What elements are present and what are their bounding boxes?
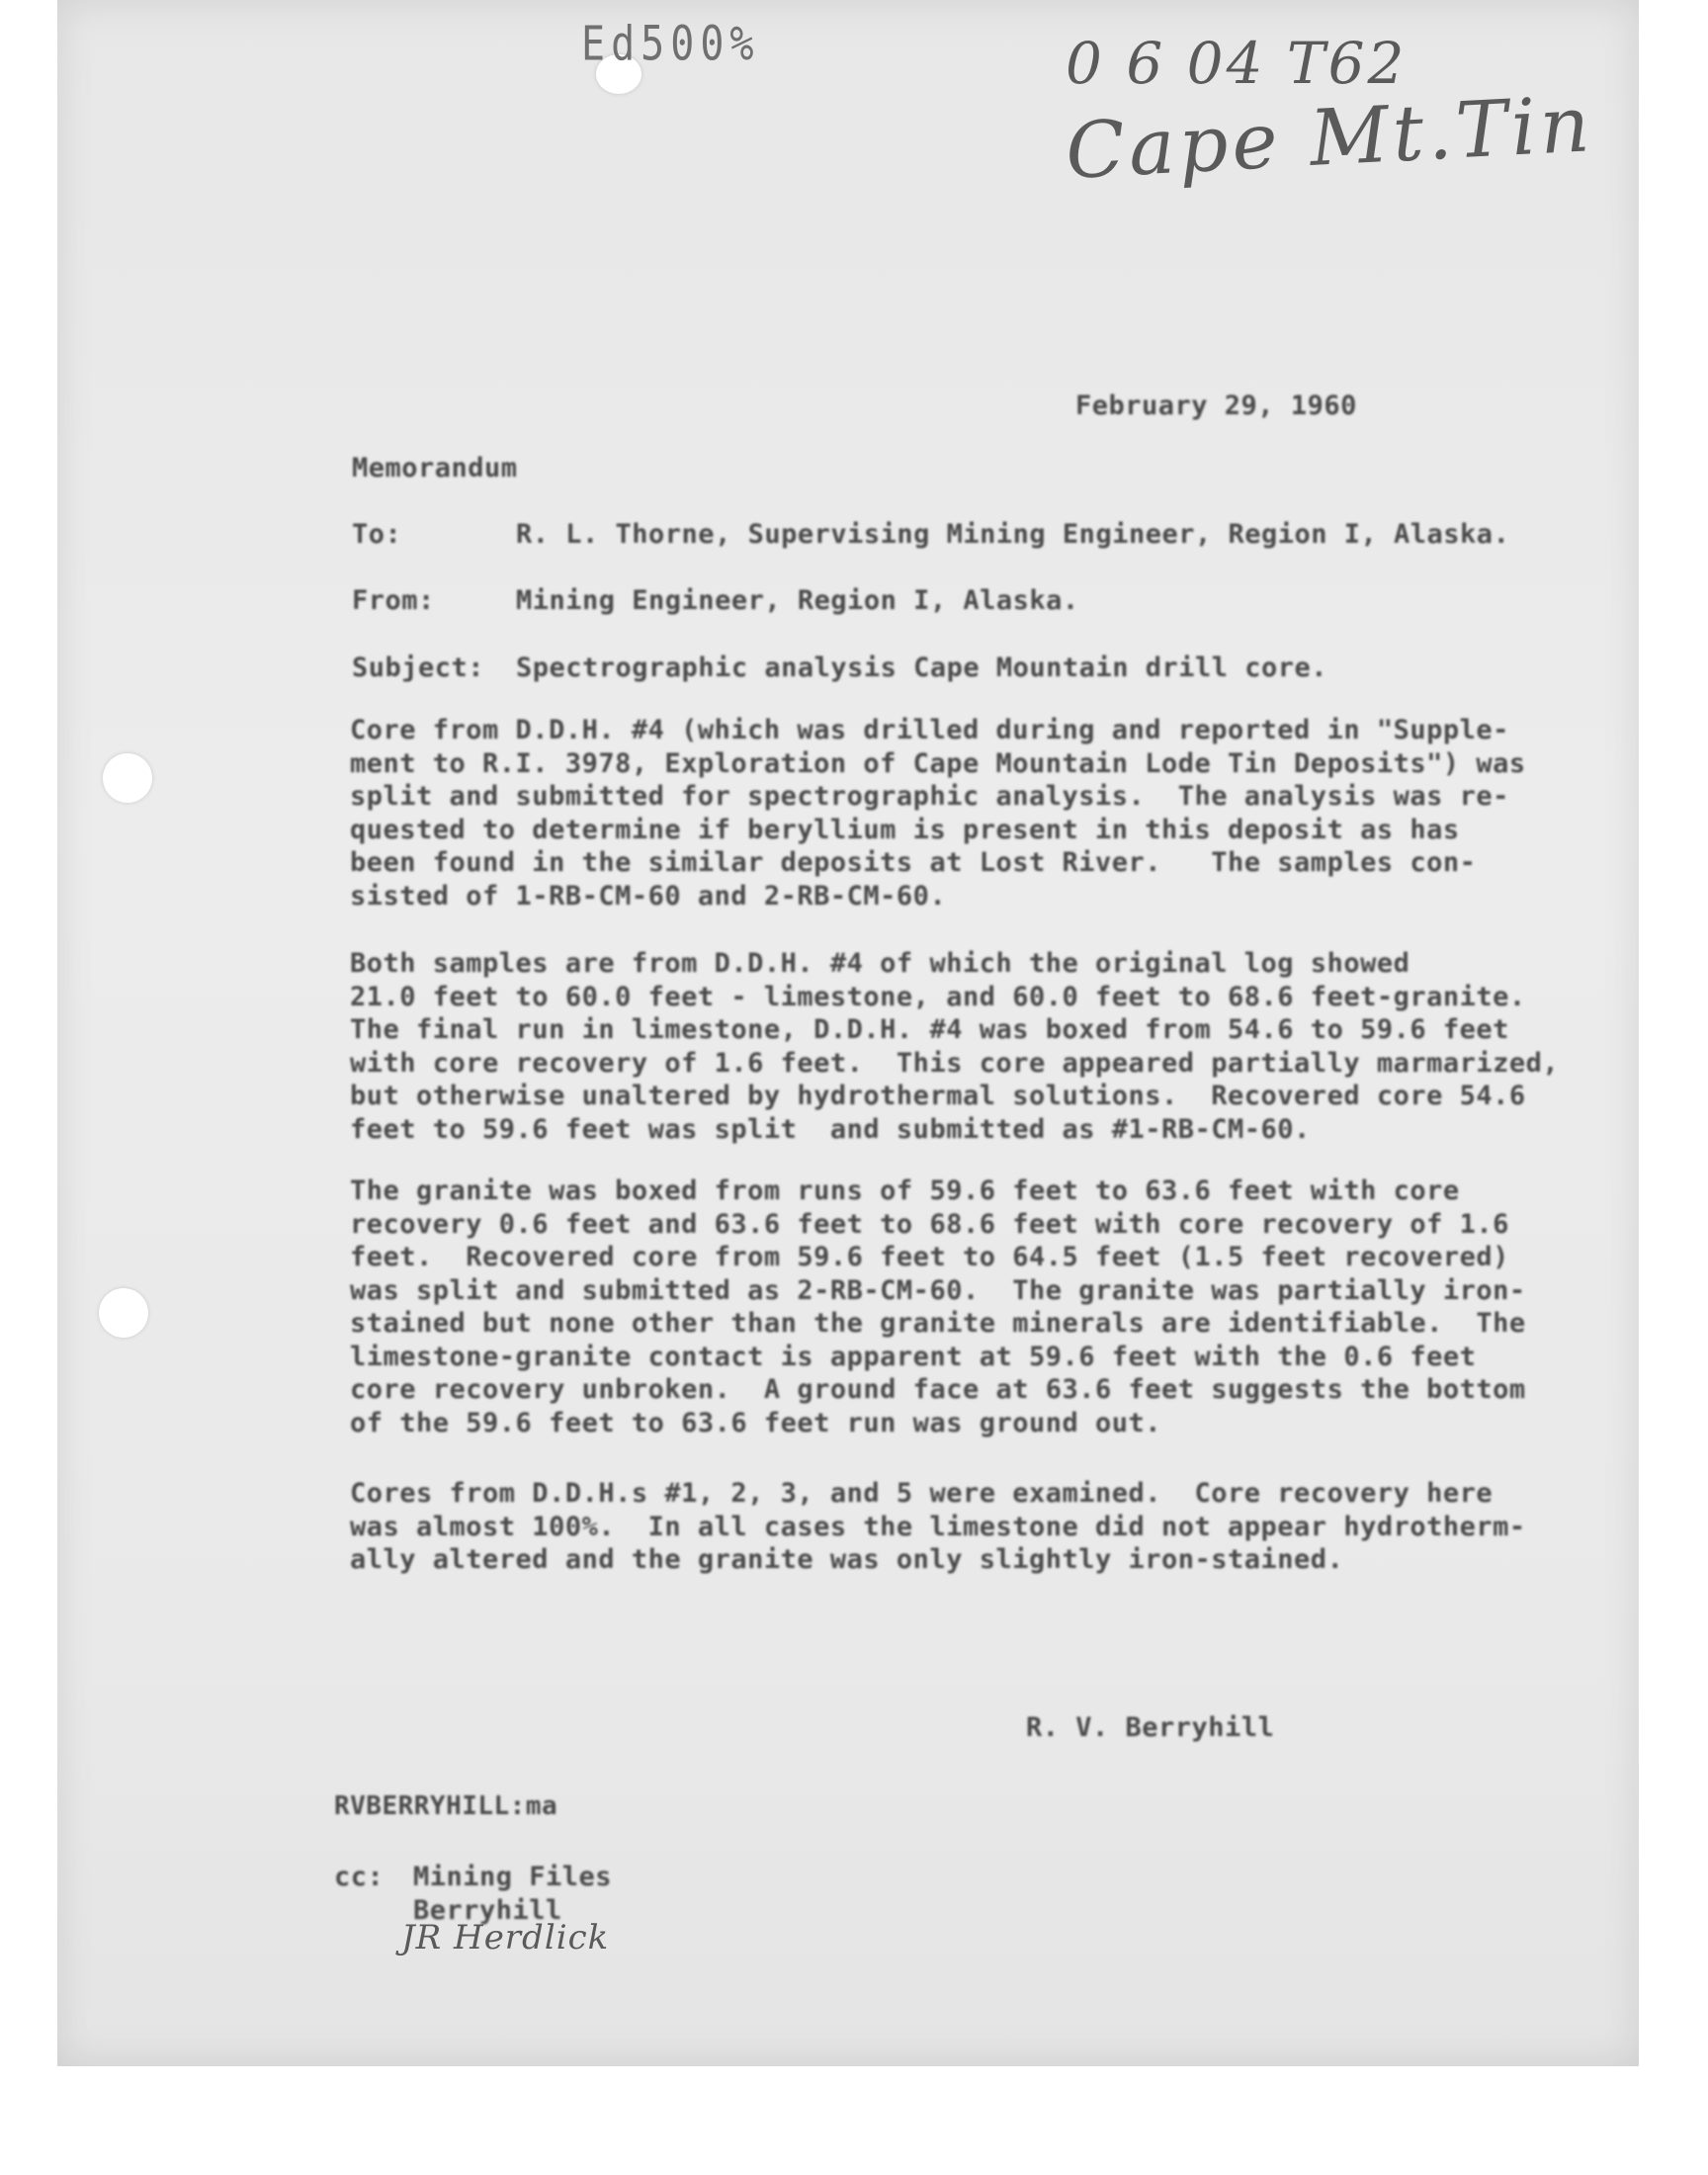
punch-hole [103, 753, 152, 803]
to-label: To: [352, 519, 402, 550]
handwritten-cc-name: JR Herdlick [401, 1918, 610, 1958]
handwritten-title: Cape Mt.Tin [1064, 80, 1596, 197]
cc-recipient: Berryhill [413, 1895, 562, 1926]
to-line [352, 519, 1509, 550]
handwritten-file-number: 0 6 04 T62 [1066, 30, 1408, 97]
subject-value: Spectrographic analysis Cape Mountain drill core. [516, 652, 1328, 683]
typist-initials: RVBERRYHILL:ma [334, 1791, 558, 1821]
memo-label: Memorandum [352, 453, 518, 483]
subject-line [352, 652, 1327, 683]
body-paragraph: Core from D.D.H. #4 (which was drilled during and reported in "Supple- ment to R.I. 3978, Exploration of Cape Mountain Lode Tin Deposits") was split and submitted for spectrographic analysis. The analysis was re- quested to determine if beryllium is present in this deposit as has been found in the similar deposits at Lost River. The samples con- sisted of 1-RB-CM-60 and 2-RB-CM-60. [350, 715, 1526, 912]
to-value: R. L. Thorne, Supervising Mining Engineer, Region I, Alaska. [516, 519, 1510, 550]
body-paragraph: Both samples are from D.D.H. #4 of which the original log showed 21.0 feet to 60.0 feet - limestone, and 60.0 feet to 68.6 feet-granite. The final run in limestone, D.D.H. #4 was boxed from 54.6 to 59.6 feet with core recovery of 1.6 feet. This core appeared partially marmarized, but otherwise unaltered by hydrothermal solutions. Recovered core 54.6 feet to 59.6 feet was split and submitted as #1-RB-CM-60. [350, 948, 1560, 1145]
from-value: Mining Engineer, Region I, Alaska. [516, 585, 1079, 616]
body-paragraph: The granite was boxed from runs of 59.6 feet to 63.6 feet with core recovery 0.6 feet and 63.6 feet to 68.6 feet with core recovery of 1.6 feet. Recovered core from 59.6 feet to 64.5 feet (1.5 feet recovered) was split and submitted as 2-RB-CM-60. The granite was partially iron- stained but none other than the granite minerals are identifiable. The limestone-granite contact is apparent at 59.6 feet with the 0.6 feet core recovery unbroken. A ground face at 63.6 feet suggests the bottom of the 59.6 feet to 63.6 feet run was ground out. [350, 1175, 1526, 1438]
subject-label: Subject: [352, 652, 485, 683]
from-line [352, 585, 1079, 616]
from-label: From: [352, 585, 435, 616]
memo-page [57, 0, 1639, 2066]
body-paragraph: Cores from D.D.H.s #1, 2, 3, and 5 were examined. Core recovery here was almost 100%. In all cases the limestone did not appear hydrotherm- ally altered and the granite was only slightly iron-stained. [350, 1478, 1526, 1575]
signature-name: R. V. Berryhill [1026, 1712, 1275, 1743]
cc-recipient: Mining Files [413, 1862, 613, 1892]
stamp-number: Ed500% [581, 17, 760, 72]
cc-label: cc: [334, 1862, 384, 1892]
memo-date: February 29, 1960 [1075, 391, 1357, 421]
punch-hole [99, 1288, 148, 1338]
